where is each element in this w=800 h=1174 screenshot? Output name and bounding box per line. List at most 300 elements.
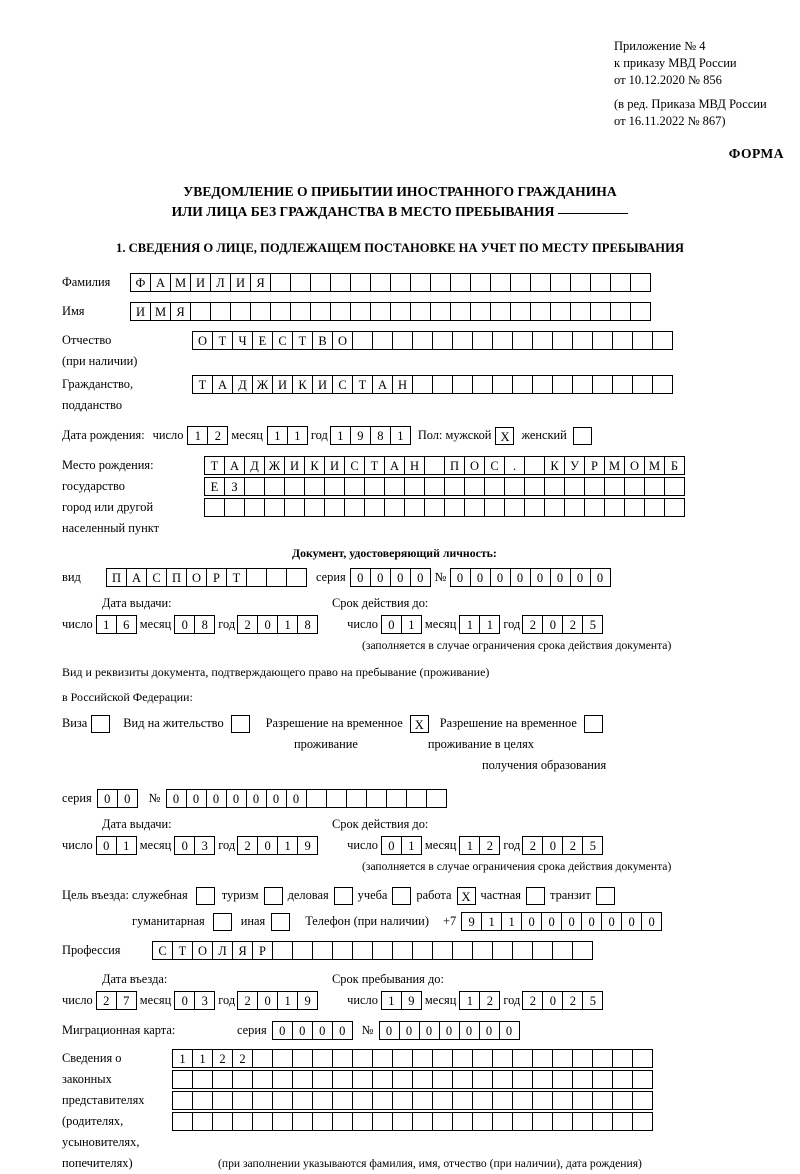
form-cell[interactable]: 1 [481, 912, 502, 931]
form-cell[interactable] [292, 1091, 313, 1110]
form-cell[interactable] [512, 1049, 533, 1068]
form-cell[interactable]: Я [250, 273, 271, 292]
form-cell[interactable]: 0 [542, 836, 563, 855]
form-cell[interactable]: . [504, 456, 525, 475]
form-cell[interactable] [286, 568, 307, 587]
form-cell[interactable] [612, 1091, 633, 1110]
form-cell[interactable]: И [130, 302, 151, 321]
birth-year-input[interactable] [330, 426, 410, 445]
form-cell[interactable]: Ф [130, 273, 151, 292]
form-cell[interactable] [346, 789, 367, 808]
form-cell[interactable] [552, 331, 573, 350]
form-cell[interactable]: 1 [501, 912, 522, 931]
form-cell[interactable] [612, 375, 633, 394]
form-cell[interactable] [310, 273, 331, 292]
birth-month-input[interactable] [267, 426, 307, 445]
form-cell[interactable] [464, 477, 485, 496]
form-cell[interactable] [484, 498, 505, 517]
form-cell[interactable] [392, 331, 413, 350]
form-cell[interactable] [544, 498, 565, 517]
form-cell[interactable] [386, 789, 407, 808]
form-cell[interactable]: П [166, 568, 187, 587]
form-cell[interactable] [224, 498, 245, 517]
form-cell[interactable] [532, 1070, 553, 1089]
form-cell[interactable]: М [644, 456, 665, 475]
form-cell[interactable]: 0 [370, 568, 391, 587]
form-cell[interactable] [284, 477, 305, 496]
form-cell[interactable] [452, 1112, 473, 1131]
form-cell[interactable]: А [224, 456, 245, 475]
name-input[interactable] [130, 302, 650, 321]
birthplace-city-input-2[interactable] [204, 498, 684, 517]
form-cell[interactable]: 0 [410, 568, 431, 587]
form-cell[interactable] [384, 477, 405, 496]
form-cell[interactable]: 1 [277, 615, 298, 634]
form-cell[interactable] [432, 331, 453, 350]
form-cell[interactable] [312, 1070, 333, 1089]
form-cell[interactable] [532, 1049, 553, 1068]
form-cell[interactable] [564, 477, 585, 496]
doc-kind-input[interactable] [106, 568, 306, 587]
phone-input[interactable] [461, 912, 661, 931]
form-cell[interactable] [352, 1070, 373, 1089]
form-cell[interactable]: Е [252, 331, 273, 350]
form-cell[interactable] [524, 498, 545, 517]
form-cell[interactable]: П [106, 568, 127, 587]
form-cell[interactable]: 0 [257, 836, 278, 855]
form-cell[interactable] [572, 1070, 593, 1089]
form-cell[interactable] [330, 302, 351, 321]
form-cell[interactable] [472, 375, 493, 394]
form-cell[interactable] [252, 1091, 273, 1110]
form-cell[interactable] [264, 477, 285, 496]
form-cell[interactable] [510, 273, 531, 292]
form-cell[interactable]: 0 [381, 836, 402, 855]
form-cell[interactable]: И [272, 375, 293, 394]
form-cell[interactable]: 2 [212, 1049, 233, 1068]
form-cell[interactable] [366, 789, 387, 808]
form-cell[interactable]: 0 [266, 789, 287, 808]
form-cell[interactable] [370, 302, 391, 321]
form-cell[interactable]: 0 [621, 912, 642, 931]
form-cell[interactable]: 0 [174, 991, 195, 1010]
form-cell[interactable] [312, 941, 333, 960]
form-cell[interactable]: Р [252, 941, 273, 960]
permit-valid-year-input[interactable] [522, 836, 602, 855]
form-cell[interactable] [492, 1070, 513, 1089]
form-cell[interactable] [424, 456, 445, 475]
form-cell[interactable] [272, 941, 293, 960]
form-cell[interactable]: 0 [312, 1021, 333, 1040]
form-cell[interactable] [304, 498, 325, 517]
form-cell[interactable]: Л [210, 273, 231, 292]
form-cell[interactable]: 2 [562, 615, 583, 634]
permit-issue-month-input[interactable] [174, 836, 214, 855]
form-cell[interactable]: Ч [232, 331, 253, 350]
form-cell[interactable]: 0 [381, 615, 402, 634]
form-cell[interactable]: О [186, 568, 207, 587]
form-cell[interactable]: А [384, 456, 405, 475]
form-cell[interactable] [472, 1049, 493, 1068]
form-cell[interactable]: 1 [479, 615, 500, 634]
form-cell[interactable]: А [150, 273, 171, 292]
purpose-work-checkbox[interactable]: X [457, 887, 476, 905]
form-cell[interactable] [172, 1112, 193, 1131]
form-cell[interactable] [372, 1091, 393, 1110]
form-cell[interactable] [592, 1070, 613, 1089]
form-cell[interactable] [432, 1049, 453, 1068]
form-cell[interactable] [652, 375, 673, 394]
form-cell[interactable] [210, 302, 231, 321]
stay-month-input[interactable] [459, 991, 499, 1010]
form-cell[interactable] [632, 1049, 653, 1068]
form-cell[interactable]: 0 [550, 568, 571, 587]
form-cell[interactable] [344, 498, 365, 517]
form-cell[interactable]: 0 [470, 568, 491, 587]
form-cell[interactable] [512, 1112, 533, 1131]
form-cell[interactable] [664, 498, 685, 517]
form-cell[interactable] [392, 1070, 413, 1089]
form-cell[interactable] [512, 375, 533, 394]
form-cell[interactable]: 1 [401, 615, 422, 634]
valid-month-input[interactable] [459, 615, 499, 634]
form-cell[interactable] [406, 789, 427, 808]
permit-issue-day-input[interactable] [96, 836, 136, 855]
form-cell[interactable] [632, 331, 653, 350]
form-cell[interactable]: 0 [581, 912, 602, 931]
form-cell[interactable]: 0 [117, 789, 138, 808]
entry-month-input[interactable] [174, 991, 214, 1010]
form-cell[interactable] [584, 498, 605, 517]
form-cell[interactable]: 1 [390, 426, 411, 445]
form-cell[interactable]: 1 [267, 426, 288, 445]
form-cell[interactable] [572, 1091, 593, 1110]
form-cell[interactable] [312, 1091, 333, 1110]
form-cell[interactable]: 0 [96, 836, 117, 855]
form-cell[interactable] [390, 302, 411, 321]
form-cell[interactable] [364, 477, 385, 496]
form-cell[interactable] [512, 941, 533, 960]
form-cell[interactable]: 0 [292, 1021, 313, 1040]
form-cell[interactable] [412, 375, 433, 394]
purpose-service-checkbox[interactable] [196, 887, 215, 905]
form-cell[interactable] [610, 273, 631, 292]
form-cell[interactable] [592, 1112, 613, 1131]
form-cell[interactable] [410, 273, 431, 292]
form-cell[interactable] [364, 498, 385, 517]
form-cell[interactable] [572, 331, 593, 350]
form-cell[interactable]: К [544, 456, 565, 475]
form-cell[interactable] [212, 1091, 233, 1110]
form-cell[interactable] [230, 302, 251, 321]
form-cell[interactable] [552, 1112, 573, 1131]
form-cell[interactable] [472, 1112, 493, 1131]
form-cell[interactable]: 0 [561, 912, 582, 931]
form-cell[interactable] [432, 1112, 453, 1131]
form-cell[interactable]: И [190, 273, 211, 292]
form-cell[interactable] [530, 273, 551, 292]
form-cell[interactable] [252, 1112, 273, 1131]
form-cell[interactable]: 0 [601, 912, 622, 931]
form-cell[interactable]: 0 [542, 991, 563, 1010]
form-cell[interactable] [272, 1091, 293, 1110]
form-cell[interactable]: 0 [450, 568, 471, 587]
form-cell[interactable] [332, 1091, 353, 1110]
form-cell[interactable] [532, 1091, 553, 1110]
form-cell[interactable]: О [332, 331, 353, 350]
form-cell[interactable]: С [344, 456, 365, 475]
form-cell[interactable] [572, 375, 593, 394]
form-cell[interactable] [270, 273, 291, 292]
form-cell[interactable]: Л [212, 941, 233, 960]
form-cell[interactable] [390, 273, 411, 292]
form-cell[interactable] [570, 302, 591, 321]
form-cell[interactable] [492, 1049, 513, 1068]
surname-input[interactable] [130, 273, 650, 292]
form-cell[interactable] [190, 302, 211, 321]
form-cell[interactable]: 0 [510, 568, 531, 587]
form-cell[interactable] [552, 1049, 573, 1068]
form-cell[interactable] [430, 273, 451, 292]
form-cell[interactable]: 2 [237, 991, 258, 1010]
form-cell[interactable]: 2 [479, 836, 500, 855]
form-cell[interactable] [310, 302, 331, 321]
form-cell[interactable] [372, 1070, 393, 1089]
form-cell[interactable]: 5 [582, 836, 603, 855]
form-cell[interactable] [532, 375, 553, 394]
form-cell[interactable]: И [312, 375, 333, 394]
form-cell[interactable]: Я [170, 302, 191, 321]
form-cell[interactable]: 0 [590, 568, 611, 587]
doc-series-input[interactable] [350, 568, 430, 587]
form-cell[interactable] [512, 1091, 533, 1110]
form-cell[interactable] [592, 331, 613, 350]
form-cell[interactable] [410, 302, 431, 321]
entry-year-input[interactable] [237, 991, 317, 1010]
form-cell[interactable] [404, 477, 425, 496]
form-cell[interactable] [430, 302, 451, 321]
entry-day-input[interactable] [96, 991, 136, 1010]
permit-issue-year-input[interactable] [237, 836, 317, 855]
birth-day-input[interactable] [187, 426, 227, 445]
edu-residence-checkbox[interactable] [584, 715, 603, 733]
form-cell[interactable] [412, 1049, 433, 1068]
form-cell[interactable] [624, 477, 645, 496]
form-cell[interactable]: 1 [401, 836, 422, 855]
form-cell[interactable] [504, 477, 525, 496]
form-cell[interactable] [630, 302, 651, 321]
form-cell[interactable] [244, 477, 265, 496]
form-cell[interactable] [632, 1091, 653, 1110]
form-cell[interactable] [292, 941, 313, 960]
form-cell[interactable] [392, 1091, 413, 1110]
form-cell[interactable]: 2 [522, 615, 543, 634]
form-cell[interactable] [592, 375, 613, 394]
form-cell[interactable] [632, 1070, 653, 1089]
form-cell[interactable]: С [332, 375, 353, 394]
citizenship-input[interactable] [192, 375, 672, 394]
form-cell[interactable] [512, 1070, 533, 1089]
form-cell[interactable] [532, 331, 553, 350]
form-cell[interactable]: 0 [419, 1021, 440, 1040]
migration-series-input[interactable] [272, 1021, 352, 1040]
form-cell[interactable] [304, 477, 325, 496]
form-cell[interactable] [432, 375, 453, 394]
form-cell[interactable] [384, 498, 405, 517]
form-cell[interactable] [344, 477, 365, 496]
form-cell[interactable] [372, 331, 393, 350]
form-cell[interactable]: Т [292, 331, 313, 350]
sex-male-checkbox[interactable]: X [495, 427, 514, 445]
legal-rep-input-3[interactable] [172, 1091, 652, 1110]
form-cell[interactable] [452, 941, 473, 960]
form-cell[interactable] [212, 1112, 233, 1131]
form-cell[interactable] [412, 1070, 433, 1089]
form-cell[interactable] [584, 477, 605, 496]
form-cell[interactable] [352, 1091, 373, 1110]
form-cell[interactable] [552, 1091, 573, 1110]
form-cell[interactable] [284, 498, 305, 517]
form-cell[interactable]: 1 [459, 615, 480, 634]
form-cell[interactable] [452, 1049, 473, 1068]
form-cell[interactable] [452, 1091, 473, 1110]
form-cell[interactable] [292, 1049, 313, 1068]
form-cell[interactable] [492, 1091, 513, 1110]
form-cell[interactable] [530, 302, 551, 321]
form-cell[interactable] [572, 941, 593, 960]
form-cell[interactable] [592, 1091, 613, 1110]
form-cell[interactable]: 5 [582, 991, 603, 1010]
form-cell[interactable] [192, 1070, 213, 1089]
form-cell[interactable]: Т [172, 941, 193, 960]
form-cell[interactable]: 1 [459, 991, 480, 1010]
form-cell[interactable] [412, 1112, 433, 1131]
form-cell[interactable]: 1 [96, 615, 117, 634]
form-cell[interactable]: 6 [116, 615, 137, 634]
form-cell[interactable] [372, 1049, 393, 1068]
form-cell[interactable] [192, 1091, 213, 1110]
form-cell[interactable]: 1 [459, 836, 480, 855]
form-cell[interactable] [330, 273, 351, 292]
valid-day-input[interactable] [381, 615, 421, 634]
form-cell[interactable] [372, 941, 393, 960]
residence-checkbox[interactable] [231, 715, 250, 733]
form-cell[interactable] [612, 1049, 633, 1068]
form-cell[interactable] [524, 456, 545, 475]
form-cell[interactable]: Р [206, 568, 227, 587]
form-cell[interactable]: 0 [490, 568, 511, 587]
form-cell[interactable] [324, 498, 345, 517]
form-cell[interactable] [172, 1070, 193, 1089]
form-cell[interactable]: 2 [207, 426, 228, 445]
legal-rep-input-1[interactable] [172, 1049, 652, 1068]
form-cell[interactable] [444, 477, 465, 496]
form-cell[interactable]: А [126, 568, 147, 587]
form-cell[interactable]: 2 [232, 1049, 253, 1068]
form-cell[interactable] [612, 1112, 633, 1131]
form-cell[interactable] [232, 1070, 253, 1089]
form-cell[interactable]: 1 [116, 836, 137, 855]
form-cell[interactable]: 0 [641, 912, 662, 931]
form-cell[interactable] [392, 941, 413, 960]
form-cell[interactable]: И [230, 273, 251, 292]
form-cell[interactable]: 5 [582, 615, 603, 634]
form-cell[interactable] [552, 1070, 573, 1089]
form-cell[interactable] [652, 331, 673, 350]
form-cell[interactable] [352, 331, 373, 350]
form-cell[interactable]: 9 [297, 836, 318, 855]
form-cell[interactable]: М [604, 456, 625, 475]
form-cell[interactable]: Т [212, 331, 233, 350]
permit-valid-day-input[interactable] [381, 836, 421, 855]
sex-female-checkbox[interactable] [573, 427, 592, 445]
form-cell[interactable]: 1 [277, 991, 298, 1010]
form-cell[interactable]: 0 [174, 615, 195, 634]
form-cell[interactable]: Д [244, 456, 265, 475]
form-cell[interactable] [432, 1091, 453, 1110]
form-cell[interactable]: 2 [522, 836, 543, 855]
form-cell[interactable] [532, 1112, 553, 1131]
form-cell[interactable]: Ж [252, 375, 273, 394]
legal-rep-input-4[interactable] [172, 1112, 652, 1131]
form-cell[interactable] [432, 1070, 453, 1089]
form-cell[interactable]: 0 [350, 568, 371, 587]
form-cell[interactable] [272, 1049, 293, 1068]
form-cell[interactable] [644, 477, 665, 496]
form-cell[interactable]: А [212, 375, 233, 394]
form-cell[interactable] [252, 1070, 273, 1089]
form-cell[interactable] [332, 1070, 353, 1089]
form-cell[interactable]: Т [204, 456, 225, 475]
form-cell[interactable]: З [224, 477, 245, 496]
issue-year-input[interactable] [237, 615, 317, 634]
visa-checkbox[interactable] [91, 715, 110, 733]
form-cell[interactable] [444, 498, 465, 517]
form-cell[interactable]: 0 [226, 789, 247, 808]
form-cell[interactable] [552, 375, 573, 394]
birthplace-state-input[interactable] [204, 456, 684, 475]
form-cell[interactable]: Т [364, 456, 385, 475]
form-cell[interactable]: 1 [330, 426, 351, 445]
form-cell[interactable] [426, 789, 447, 808]
form-cell[interactable] [510, 302, 531, 321]
legal-rep-input-2[interactable] [172, 1070, 652, 1089]
form-cell[interactable] [570, 273, 591, 292]
form-cell[interactable]: 0 [257, 615, 278, 634]
form-cell[interactable] [472, 1091, 493, 1110]
form-cell[interactable]: 9 [297, 991, 318, 1010]
form-cell[interactable] [332, 1112, 353, 1131]
form-cell[interactable] [172, 1091, 193, 1110]
form-cell[interactable]: 1 [192, 1049, 213, 1068]
form-cell[interactable]: 9 [350, 426, 371, 445]
form-cell[interactable]: 2 [562, 991, 583, 1010]
form-cell[interactable]: 9 [401, 991, 422, 1010]
form-cell[interactable] [470, 273, 491, 292]
form-cell[interactable]: 8 [297, 615, 318, 634]
form-cell[interactable] [232, 1112, 253, 1131]
form-cell[interactable] [644, 498, 665, 517]
form-cell[interactable] [492, 941, 513, 960]
form-cell[interactable]: 8 [194, 615, 215, 634]
form-cell[interactable]: У [564, 456, 585, 475]
form-cell[interactable]: 1 [187, 426, 208, 445]
form-cell[interactable]: 0 [186, 789, 207, 808]
form-cell[interactable] [470, 302, 491, 321]
form-cell[interactable] [450, 302, 471, 321]
form-cell[interactable]: С [484, 456, 505, 475]
form-cell[interactable] [352, 1049, 373, 1068]
